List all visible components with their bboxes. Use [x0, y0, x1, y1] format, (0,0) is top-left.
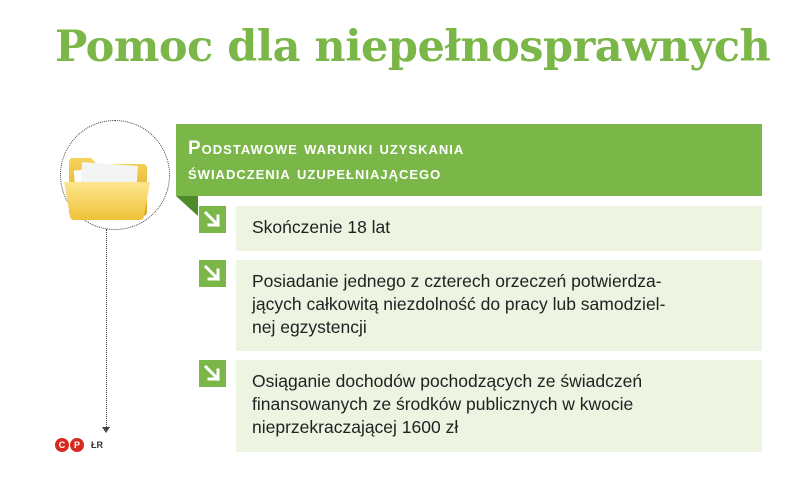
arrow-down-right-icon	[199, 260, 226, 287]
condition-line: finansowanych ze środków publicznych w kwocie	[252, 394, 634, 414]
folder-icon	[61, 148, 153, 226]
condition-item	[199, 260, 762, 351]
author-initials: ŁR	[91, 440, 103, 450]
timeline-arrow-icon	[102, 427, 110, 433]
header-fold	[176, 196, 198, 216]
header-line: świadczenia uzupełniającego	[188, 163, 442, 184]
condition-line: Osiąganie dochodów pochodzących ze świadczeń	[252, 371, 643, 391]
header-line: Podstawowe warunki uzyskania	[188, 138, 465, 159]
condition-text	[236, 260, 762, 351]
logo-letter: P	[70, 438, 84, 452]
timeline-line	[106, 229, 107, 429]
arrow-down-right-icon	[199, 360, 226, 387]
condition-item	[199, 360, 762, 452]
publisher-logo	[55, 438, 103, 452]
condition-item	[199, 206, 762, 251]
condition-text	[236, 206, 762, 251]
condition-line: Posiadanie jednego z czterech orzeczeń potwierdza-	[252, 271, 662, 291]
arrow-down-right-icon	[199, 206, 226, 233]
logo-letter: C	[55, 438, 69, 452]
condition-line: nieprzekraczającej 1600 zł	[252, 417, 459, 437]
section-header	[176, 124, 762, 196]
condition-line: jących całkowitą niezdolność do pracy lub samodziel-	[252, 294, 666, 314]
condition-line: nej egzystencji	[252, 317, 367, 337]
condition-text	[236, 360, 762, 452]
page-title: Pomoc dla niepełnosprawnych	[55, 22, 771, 72]
condition-line: Skończenie 18 lat	[252, 217, 391, 237]
